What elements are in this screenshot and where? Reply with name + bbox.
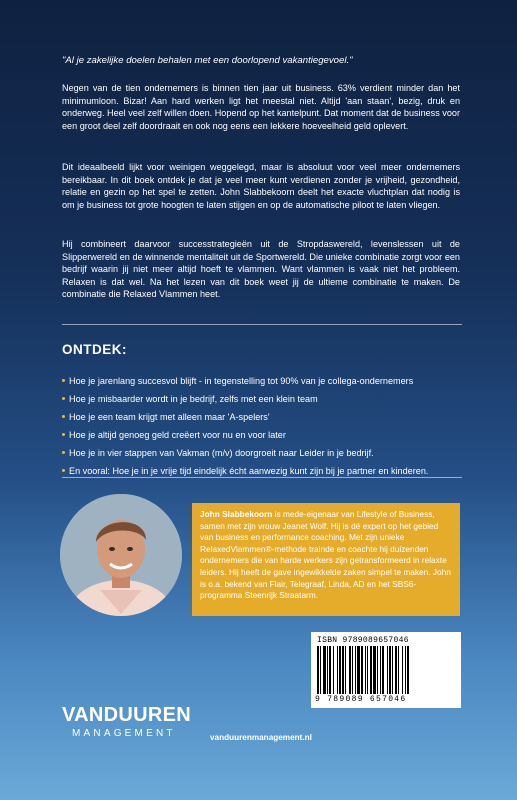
list-item-text: Hoe je een team krijgt met alleen maar 'A-spelers' [69,412,270,422]
list-item-text: En vooral: Hoe je in je vrije tijd eindelijk écht aanwezig kunt zijn bij je partner en kinderen. [69,466,429,476]
list-item-text: Hoe je in vier stappen van Vakman (m/v) doorgroeit naar Leider in je bedrijf. [69,448,374,458]
isbn-label: ISBN 9789089657046 [317,636,409,645]
publisher-logo-sub: MANAGEMENT [72,728,176,739]
list-item [62,426,482,444]
publisher-logo [62,698,202,748]
list-item [62,444,482,462]
bullet-dot-icon [62,415,65,418]
author-portrait-icon [60,494,182,616]
list-item-text: Hoe je jarenlang succesvol blijft - in tegenstelling tot 90% van je collega-ondernemers [69,376,414,386]
divider-bottom [62,477,462,478]
isbn-digits: 9 789089 657046 [315,695,407,704]
author-name: John Slabbekoorn [200,509,273,519]
divider-top [62,324,462,325]
ontdek-list [62,372,482,480]
list-item-text: Hoe je altijd genoeg geld creëert voor nu en voor later [69,430,286,440]
ontdek-heading: ONTDEK: [62,342,127,357]
intro-paragraph: Negen van de tien ondernemers is binnen tien jaar uit business. 63% verdient minder dan het minimumloon. Bizar! Aan hard werken ligt het meestal niet. Altijd 'aan staan', bezig, druk en onderweg. Heel veel zelf willen doen. Hopend op het kantelpunt. Dat moment dat de business voor een groot deel zelf doordraait en ook nog eens een lekkere hoeveelheid geld oplevert. [62,83,460,131]
bullet-dot-icon [62,433,65,436]
list-item [62,408,482,426]
publisher-logo-main: VANDUUREN [62,704,191,726]
author-bio [192,503,460,616]
publisher-url: vanduurenmanagement.nl [210,733,312,742]
list-item [62,372,482,390]
list-item [62,390,482,408]
bullet-dot-icon [62,379,65,382]
ideal-paragraph: Dit ideaalbeeld lijkt voor weinigen weggelegd, maar is absoluut voor veel meer ondernemers bereikbaar. In dit boek ontdek je dat je veel meer kunt verdienen zonder je vrijheid, gezondheid, relatie en gezin op het spel te zetten. John Slabbekoorn deelt het exacte vluchtplan dat nodig is om je business tot grote hoogten te laten stijgen en op de automatische piloot te laten vliegen. [62,162,460,210]
author-photo [60,494,182,616]
list-item-text: Hoe je misbaarder wordt in je bedrijf, zelfs met een klein team [69,394,318,404]
combination-paragraph: Hij combineert daarvoor successtrategieën uit de Stropdaswereld, levenslessen uit de Slipperwereld en de winnende mentaliteit uit de Sportwereld. Die unieke combinatie zorgt voor een bedrijf waarin jij niet meer altijd hoeft te vlammen. Want vlammen is vaak niet het probleem. Relaxen is dat wel. Na het lezen van dit boek weet jij de ultieme combinatie te maken. De combinatie die Relaxed Vlammen heet. [62,239,460,299]
barcode-bars-icon [317,646,455,694]
back-cover-quote: "Al je zakelijke doelen behalen met een doorlopend vakantiegevoel." [62,55,353,66]
isbn-barcode [311,632,461,708]
bullet-dot-icon [62,469,65,472]
bullet-dot-icon [62,451,65,454]
author-bio-text: is mede-eigenaar van Lifestyle of Business, samen met zijn vrouw Jeanet Wolf. Hij is dé expert op het gebied van business en performance coaching. Met zijn unieke RelaxedVlammen®-methode trainde en coachte hij duizenden ondernemers die van harde werkers zijn getransformeerd in relaxte leiders. Hij heeft de gave ingewikkelde zaken simpel te maken. John is o.a. bekend van Flair, Telegraaf, Linda, AD en het SBS6-programma Steenrijk Straatarm. [200,509,451,601]
bullet-dot-icon [62,397,65,400]
